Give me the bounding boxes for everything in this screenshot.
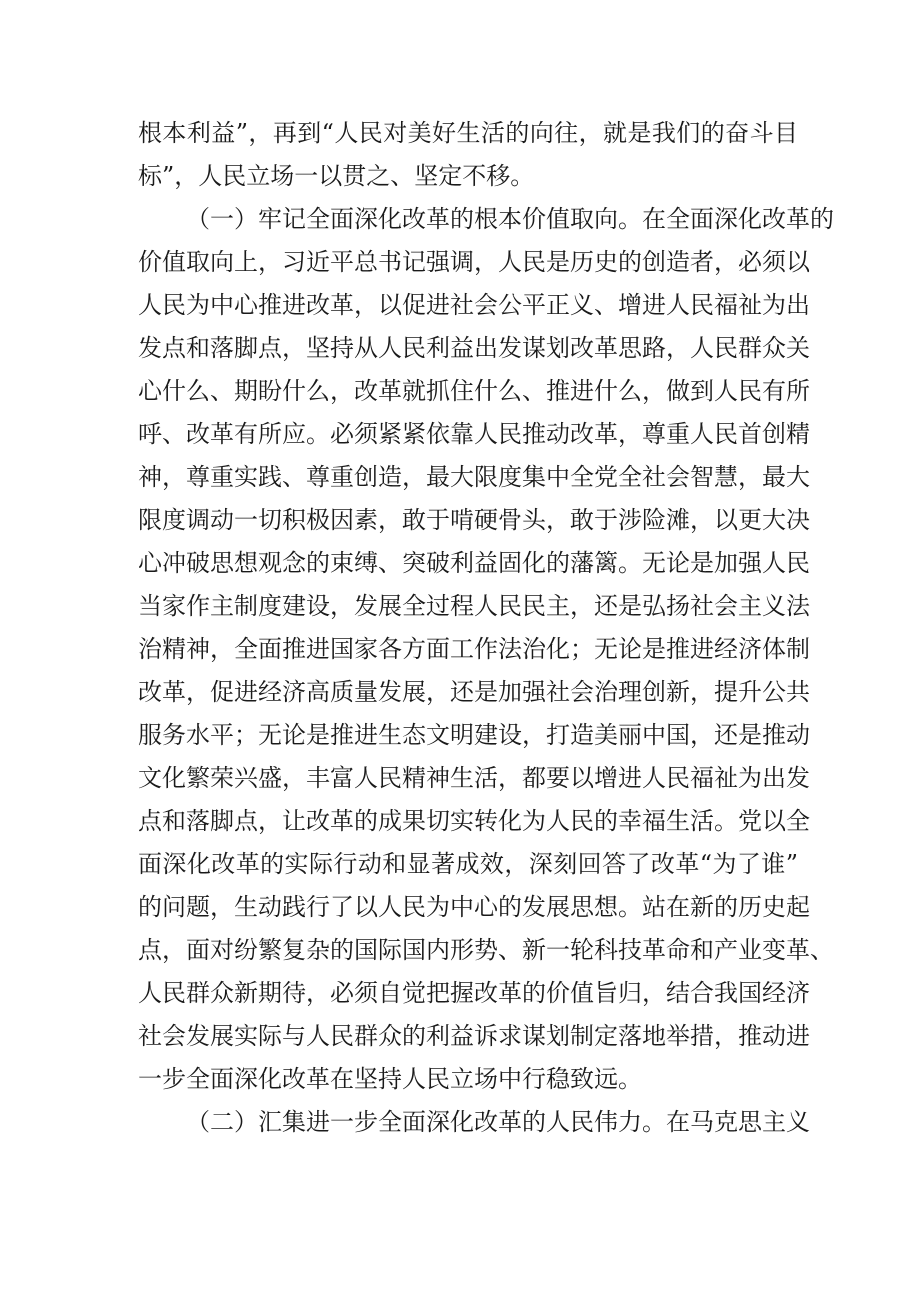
paragraph-one: [138, 198, 834, 1101]
text-line: 心什么、期盼什么，改革就抓住什么、推进什么，做到人民有所: [138, 377, 810, 405]
text-line: 限度调动一切积极因素，敢于啃硬骨头，敢于涉险滩，以更大决: [138, 506, 810, 534]
text-line: 治精神，全面推进国家各方面工作法治化；无论是推进经济体制: [138, 635, 810, 663]
text-line: 根本利益”，再到“人民对美好生活的向往，就是我们的奋斗目: [138, 119, 798, 147]
paragraph-heading-line: （二）汇集进一步全面深化改革的人民伟力。在马克思主义: [186, 1108, 810, 1136]
text-line: 文化繁荣兴盛，丰富人民精神生活，都要以增进人民福祉为出发: [138, 764, 810, 792]
text-line: 改革，促进经济高质量发展，还是加强社会治理创新，提升公共: [138, 678, 810, 706]
paragraph-intro: [138, 112, 798, 198]
text-line: 社会发展实际与人民群众的利益诉求谋划制定落地举措，推动进: [138, 1022, 810, 1050]
text-line: 心冲破思想观念的束缚、突破利益固化的藩篱。无论是加强人民: [138, 549, 810, 577]
text-line: 价值取向上，习近平总书记强调，人民是历史的创造者，必须以: [138, 248, 810, 276]
text-line: 人民为中心推进改革，以促进社会公平正义、增进人民福祉为出: [138, 291, 810, 319]
text-line: 发点和落脚点，坚持从人民利益出发谋划改革思路，人民群众关: [138, 334, 810, 362]
text-line: 点，面对纷繁复杂的国际国内形势、新一轮科技革命和产业变革、: [138, 936, 834, 964]
body-text: [138, 112, 834, 1144]
text-line: 标”，人民立场一以贯之、坚定不移。: [138, 162, 535, 190]
text-line: 一步全面深化改革在坚持人民立场中行稳致远。: [138, 1065, 642, 1093]
text-line: 面深化改革的实际行动和显著成效，深刻回答了改革“为了谁”: [138, 850, 798, 878]
paragraph-two: [138, 1101, 810, 1144]
text-line: 点和落脚点，让改革的成果切实转化为人民的幸福生活。党以全: [138, 807, 810, 835]
text-line: 当家作主制度建设，发展全过程人民民主，还是弘扬社会主义法: [138, 592, 810, 620]
paragraph-heading-line: （一）牢记全面深化改革的根本价值取向。在全面深化改革的: [186, 205, 834, 233]
text-line: 神，尊重实践、尊重创造，最大限度集中全党全社会智慧，最大: [138, 463, 810, 491]
text-line: 呼、改革有所应。必须紧紧依靠人民推动改革，尊重人民首创精: [138, 420, 810, 448]
text-line: 的问题，生动践行了以人民为中心的发展思想。站在新的历史起: [138, 893, 810, 921]
text-line: 服务水平；无论是推进生态文明建设，打造美丽中国，还是推动: [138, 721, 810, 749]
text-line: 人民群众新期待，必须自觉把握改革的价值旨归，结合我国经济: [138, 979, 810, 1007]
